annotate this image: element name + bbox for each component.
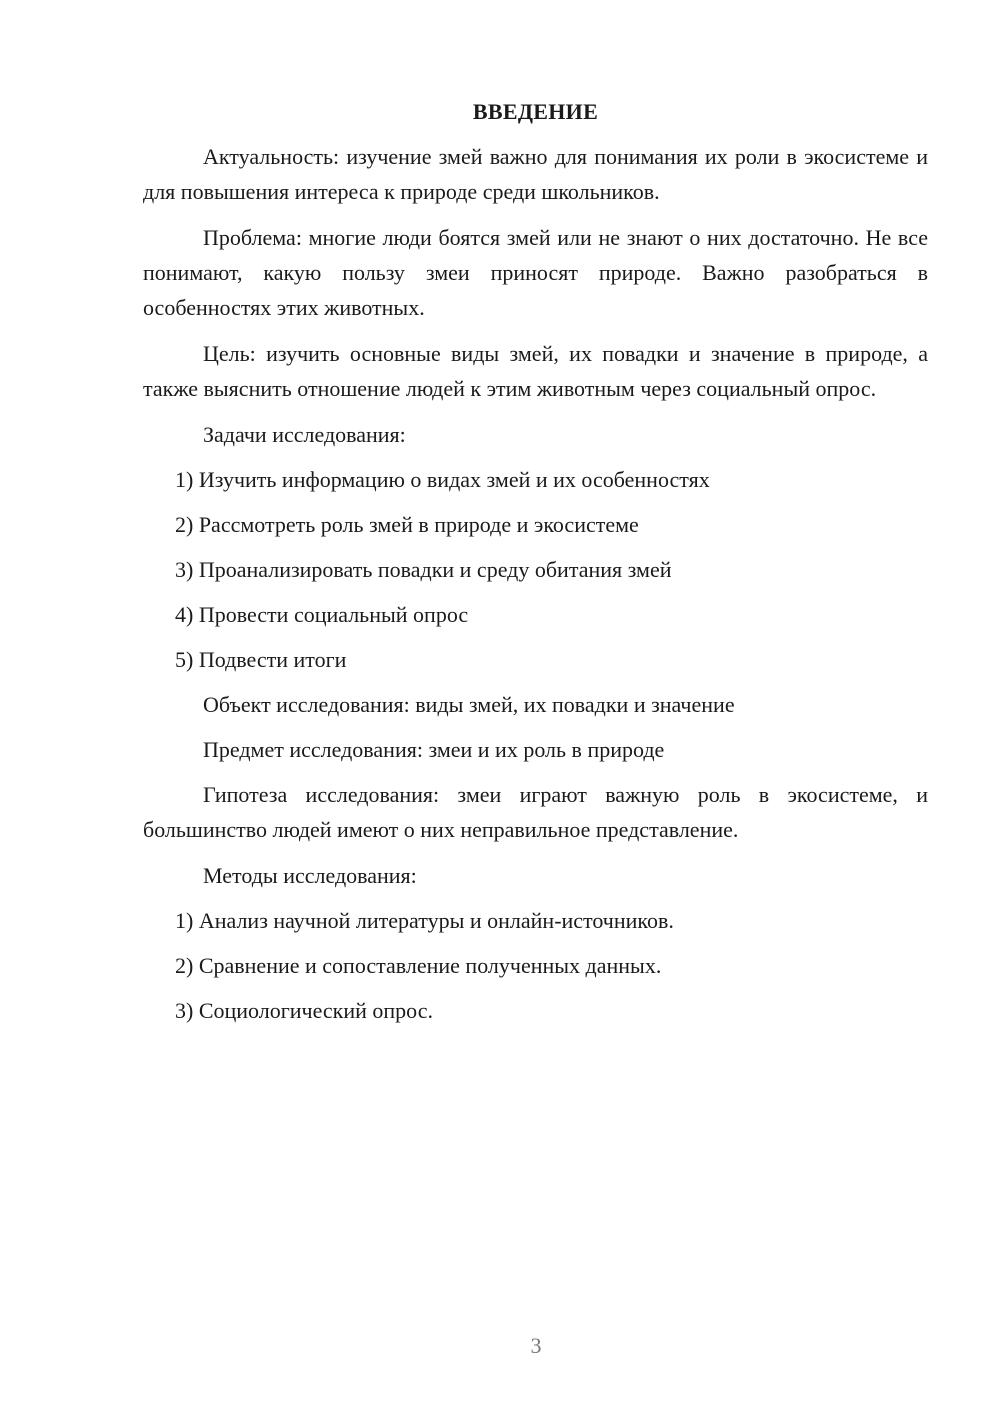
task-item: 3) Проанализировать повадки и среду обитания змей: [175, 557, 672, 582]
tasks-list: [143, 462, 928, 677]
task-item: 1) Изучить информацию о видах змей и их особенностях: [175, 467, 710, 492]
tasks-label: Задачи исследования:: [203, 422, 406, 447]
page-number: 3: [530, 1333, 542, 1358]
goal-paragraph: Цель: изучить основные виды змей, их повадки и значение в природе, а также выяснить отношение людей к этим животным через социальный опрос.: [143, 341, 928, 401]
task-item: 2) Рассмотреть роль змей в природе и экосистеме: [175, 512, 639, 537]
method-item: 2) Сравнение и сопоставление полученных данных.: [175, 953, 662, 978]
method-item: 1) Анализ научной литературы и онлайн-источников.: [175, 908, 674, 933]
methods-list: [143, 903, 928, 1028]
task-item: 4) Провести социальный опрос: [175, 602, 469, 627]
methods-label: Методы исследования:: [203, 863, 417, 888]
problem-paragraph: Проблема: многие люди боятся змей или не знают о них достаточно. Не все понимают, какую пользу змеи приносят природе. Важно разобраться в особенностях этих животных.: [143, 225, 928, 320]
section-heading: ВВЕДЕНИЕ: [472, 99, 599, 124]
hypothesis-paragraph: Гипотеза исследования: змеи играют важную роль в экосистеме, и большинство людей имеют о них неправильное представление.: [143, 782, 928, 842]
page-content: [143, 94, 928, 1038]
object-line: Объект исследования: виды змей, их повадки и значение: [203, 692, 735, 717]
method-item: 3) Социологический опрос.: [175, 998, 433, 1023]
subject-line: Предмет исследования: змеи и их роль в природе: [203, 737, 665, 762]
relevance-paragraph: Актуальность: изучение змей важно для понимания их роли в экосистеме и для повышения интереса к природе среди школьников.: [143, 144, 928, 204]
task-item: 5) Подвести итоги: [175, 647, 347, 672]
